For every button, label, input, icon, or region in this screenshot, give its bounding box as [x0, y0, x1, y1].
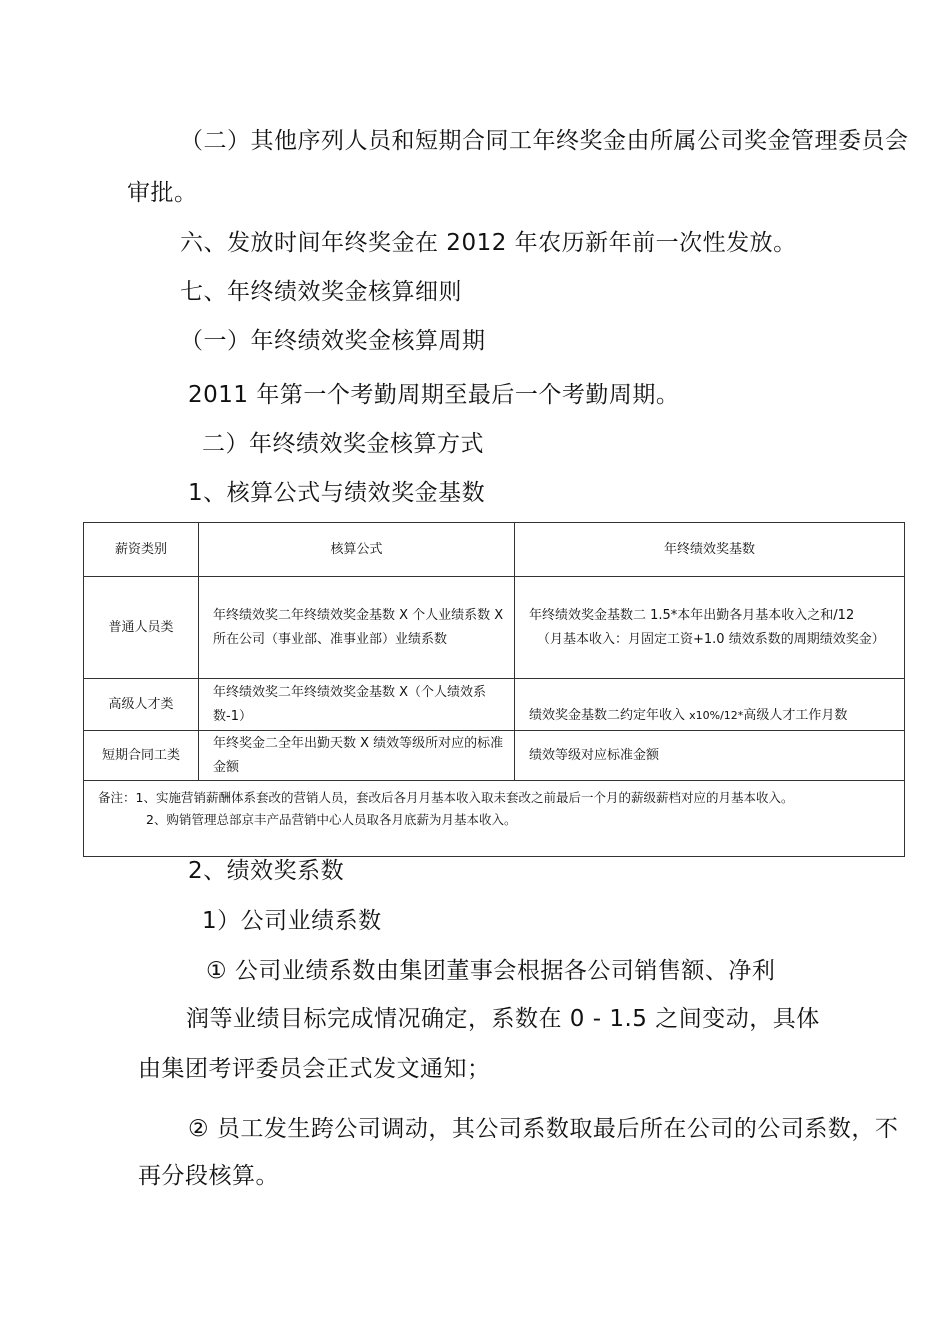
heading-method: 二）年终绩效奖金核算方式 — [202, 431, 484, 457]
bonus-table — [83, 522, 905, 857]
heading-company-coefficient: 1）公司业绩系数 — [202, 908, 382, 934]
table-note-row — [84, 781, 905, 857]
header-base: 年终绩效奖基数 — [515, 523, 905, 577]
row-base-part: 高级人才工作月数 — [743, 708, 848, 723]
row-base-part: 绩效奖金基数二约定年收入 — [529, 708, 690, 723]
para-coefficient-1: ① 公司业绩系数由集团董事会根据各公司销售额、净利 — [206, 958, 776, 984]
heading-coefficient: 2、绩效奖系数 — [188, 858, 345, 884]
row-formula: 年终绩效奖二年终绩效奖金基数 X（个人绩效系数-1） — [199, 679, 515, 731]
table-note — [84, 781, 905, 857]
para-period: 2011 年第一个考勤周期至最后一个考勤周期。 — [188, 382, 680, 408]
para-coefficient-2: ② 员工发生跨公司调动，其公司系数取最后所在公司的公司系数，不 — [188, 1116, 899, 1142]
table-row — [84, 577, 905, 679]
heading-formula: 1、核算公式与绩效奖金基数 — [188, 480, 486, 506]
heading-period: （一）年终绩效奖金核算周期 — [180, 328, 486, 354]
row-formula: 年终奖金二全年出勤天数 X 绩效等级所对应的标准金额 — [199, 731, 515, 781]
para-payment-time: 六、发放时间年终奖金在 2012 年农历新年前一次性发放。 — [180, 230, 797, 256]
table-row — [84, 731, 905, 781]
row-base — [515, 679, 905, 731]
header-formula: 核算公式 — [199, 523, 515, 577]
row-base-note: （月基本收入：月固定工资+1.0 绩效系数的周期绩效奖金） — [537, 631, 885, 647]
para-bonus-approval: （二）其他序列人员和短期合同工年终奖金由所属公司奖金管理委员会 — [180, 128, 909, 154]
note-2: 2、购销管理总部京丰产品营销中心人员取各月底薪为月基本收入。 — [146, 812, 517, 827]
heading-rules: 七、年终绩效奖金核算细则 — [180, 279, 462, 305]
note-1: 备注：1、实施营销薪酬体系套改的营销人员，套改后各月月基本收入取未套改之前最后一个月的薪级薪档对应的月基本收入。 — [98, 790, 794, 805]
header-category: 薪资类别 — [84, 523, 199, 577]
row-formula: 年终绩效奖二年终绩效奖金基数 X 个人业绩系数 X 所在公司（事业部、准事业部）业绩系数 — [199, 577, 515, 679]
table-header-row — [84, 523, 905, 577]
row-base-part: x10%/12* — [689, 709, 744, 722]
para-coefficient-2-cont: 再分段核算。 — [138, 1163, 279, 1189]
para-coefficient-1-cont2: 由集团考评委员会正式发文通知； — [138, 1056, 491, 1082]
para-coefficient-1-cont: 润等业绩目标完成情况确定，系数在 0 - 1.5 之间变动，具体 — [186, 1006, 820, 1032]
row-category: 普通人员类 — [84, 577, 199, 679]
para-bonus-approval-cont: 审批。 — [127, 180, 198, 206]
row-base — [515, 577, 905, 679]
row-base-line: 年终绩效奖金基数二 1.5*本年出勤各月基本收入之和/12 — [529, 607, 855, 623]
row-category: 高级人才类 — [84, 679, 199, 731]
row-base: 绩效等级对应标准金额 — [515, 731, 905, 781]
table-row — [84, 679, 905, 731]
row-category: 短期合同工类 — [84, 731, 199, 781]
